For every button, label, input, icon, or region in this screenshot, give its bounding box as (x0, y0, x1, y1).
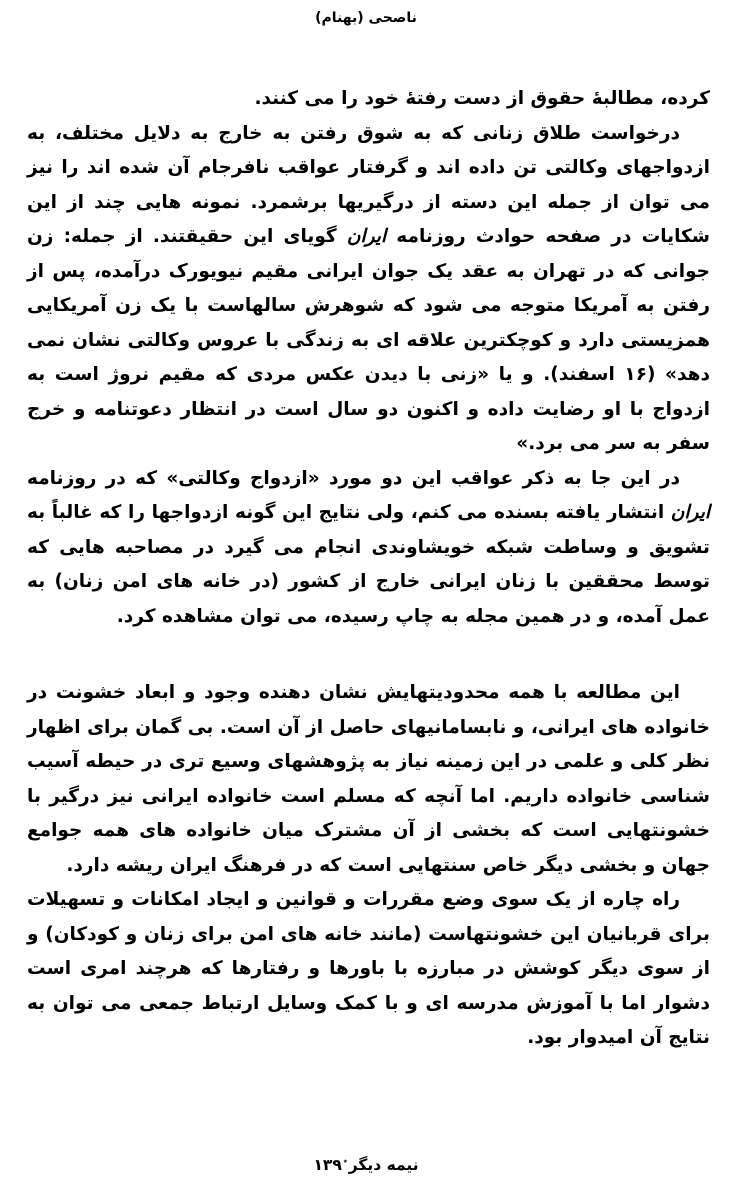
footer-star-separator: ٭ (342, 1156, 348, 1167)
page-number: ۱۳۹ (313, 1156, 342, 1174)
paragraph-2-text-after: گویای این حقیقتند. از جمله: زن جوانی که در تهران به عقد یک جوان ایرانی مقیم نیویورک درآمده، پس از رفتن به آمریکا متوجه می شود که شوهرش سالهاست با یک زن آمریکایی همزیستی دارد و کوچکترین علاقه ای به زندگی با عروس وکالتی نشان نمی دهد» (۱۶ اسفند). و یا «زنی با دیدن عکس مردی که مقیم نروژ است به ازدواج با او رضایت داده و اکنون دو سال است در انتظار دعوتنامه و خرج سفر به سر می برد.» (27, 226, 711, 454)
newspaper-name-iran: ایران (670, 502, 710, 523)
newspaper-name-iran: ایران (346, 226, 387, 247)
running-head-author: ناصحی (بهنام) (315, 10, 417, 26)
paragraph-study-conclusion: این مطالعه با همه محدودیتهایش نشان دهنده وجود و ابعاد خشونت در خانواده های ایرانی، و نابسامانیهای حاصل از آن است. بی گمان برای اظهار نظر کلی و علمی در این زمینه نیاز به پژوهشهای وسیع تری در حیطه آسیب شناسی خانواده داریم. اما آنچه که مسلم است خانواده ایرانی نیز درگیر با خشونتهایی است که بخشی از آن مشترک میان خانواده های همه جوامع جهان و بخشی دیگر خاص سنتهایی است که در فرهنگ ایران ریشه دارد. (27, 682, 710, 876)
paragraph-divorce-requests (27, 117, 710, 462)
paragraph-proxy-marriage (27, 462, 710, 635)
article-body (27, 82, 710, 1056)
paragraph-3-text-after: انتشار یافته بسنده می کنم، ولی نتایج این گونه ازدواجها را که غالباً به تشویق و وساطت شبکه خویشاوندی انجام می گیرد در مصاحبه هایی که توسط محققین با زنان ایرانی خارج از کشور (در خانه های امن زنان) به عمل آمده، و در همین مجله به چاپ رسیده، می توان مشاهده کرد. (27, 502, 710, 627)
journal-name: نیمه دیگر (348, 1156, 419, 1174)
paragraph-continuation: کرده، مطالبهٔ حقوق از دست رفتهٔ خود را می کنند. (254, 88, 710, 109)
paragraph-2-text-before: درخواست طلاق زنانی که به شوق رفتن به خارج به دلایل مختلف، به ازدواجهای وکالتی تن داده اند و گرفتار عواقب نافرجام آن شده اند را نیز می توان از جمله این دسته از درگیریها برشمرد. نمونه هایی چند از این شکایات در صفحه حوادث روزنامه (27, 122, 710, 247)
paragraph-remedies: راه چاره از یک سوی وضع مقررات و قوانین و ایجاد امکانات و تسهیلات برای قربانیان این خشونتهاست (مانند خانه های امن برای زنان و کودکان) و از سوی دیگر کوشش در مبارزه با باورها و رفتارها که هرچند امری است دشوار اما با آموزش مدرسه ای و با کمک وسایل ارتباط جمعی می توان به نتایج آن امیدوار بود. (27, 889, 710, 1048)
page-footer (0, 1156, 732, 1174)
paragraph-3-text-before: در این جا به ذکر عواقب این دو مورد «ازدواج وکالتی» که در روزنامه (27, 467, 680, 489)
